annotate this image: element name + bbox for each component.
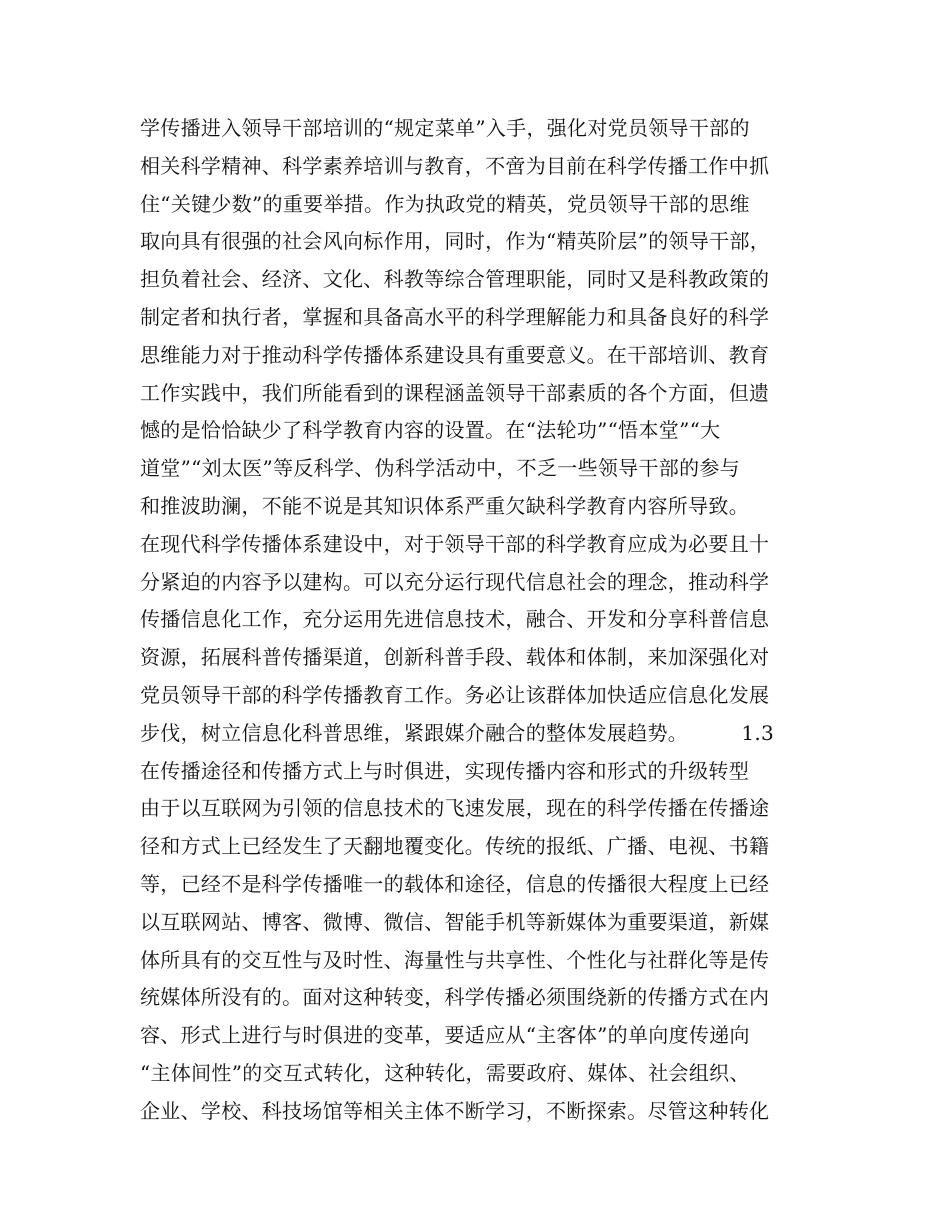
text-line: 统媒体所没有的。面对这种转变，科学传播必须围绕新的传播方式在内 xyxy=(140,985,770,1010)
text-line: “主体间性”的交互式转化，这种转化，需要政府、媒体、社会组织、 xyxy=(140,1060,750,1085)
text-line: 分紧迫的内容予以建构。可以充分运行现代信息社会的理念，推动科学 xyxy=(140,569,770,594)
text-line: 资源，拓展科普传播渠道，创新科普手段、载体和体制，来加深强化对 xyxy=(140,645,770,670)
text-line: 径和方式上已经发生了天翻地覆变化。传统的报纸、广播、电视、书籍 xyxy=(140,834,770,859)
text-line: 企业、学校、科技场馆等相关主体不断学习，不断探索。尽管这种转化 xyxy=(140,1098,770,1123)
text-line: 党员领导干部的科学传播教育工作。务必让该群体加快适应信息化发展 xyxy=(140,682,770,707)
text-line: 担负着社会、经济、文化、科教等综合管理职能，同时又是科教政策的 xyxy=(140,267,770,292)
text-line: 取向具有很强的社会风向标作用，同时，作为“精英阶层”的领导干部， xyxy=(140,229,771,254)
text-line: 等，已经不是科学传播唯一的载体和途径，信息的传播很大程度上已经 xyxy=(140,871,770,896)
text-line: 学传播进入领导干部培训的“规定菜单”入手，强化对党员领导干部的 xyxy=(140,116,750,140)
text-line: 住“关键少数”的重要举措。作为执政党的精英，党员领导干部的思维 xyxy=(140,191,750,216)
text-line: 容、形式上进行与时俱进的变革，要适应从“主客体”的单向度传递向 xyxy=(140,1023,750,1048)
text-line: 以互联网站、博客、微博、微信、智能手机等新媒体为重要渠道，新媒 xyxy=(140,909,770,934)
text-line: 相关科学精神、科学素养培训与教育，不啻为目前在科学传播工作中抓 xyxy=(140,153,770,178)
text-line: 思维能力对于推动科学传播体系建设具有重要意义。在干部培训、教育 xyxy=(140,342,770,367)
text-line: 工作实践中，我们所能看到的课程涵盖领导干部素质的各个方面，但遗 xyxy=(140,380,770,405)
body-text xyxy=(140,110,830,1131)
text-line: 和推波助澜，不能不说是其知识体系严重欠缺科学教育内容所导致。 xyxy=(140,493,749,518)
text-line: 制定者和执行者，掌握和具备高水平的科学理解能力和具备良好的科学 xyxy=(140,304,770,329)
text-line: 体所具有的交互性与及时性、海量性与共享性、个性化与社群化等是传 xyxy=(140,947,770,972)
text-line: 在现代科学传播体系建设中，对于领导干部的科学教育应成为必要且十 xyxy=(140,531,770,556)
text-line: 由于以互联网为引领的信息技术的飞速发展，现在的科学传播在传播途 xyxy=(140,796,770,821)
text-line: 憾的是恰恰缺少了科学教育内容的设置。在“法轮功”“悟本堂”“大 xyxy=(140,418,721,443)
text-line: 道堂”“刘太医”等反科学、伪科学活动中，不乏一些领导干部的参与 xyxy=(140,456,740,481)
text-line: 在传播途径和传播方式上与时俱进，实现传播内容和形式的升级转型 xyxy=(140,758,749,783)
text-line: 步伐，树立信息化科普思维，紧跟媒介融合的整体发展趋势。 1.3 xyxy=(140,720,775,745)
text-line: 传播信息化工作，充分运用先进信息技术，融合、开发和分享科普信息 xyxy=(140,607,770,632)
